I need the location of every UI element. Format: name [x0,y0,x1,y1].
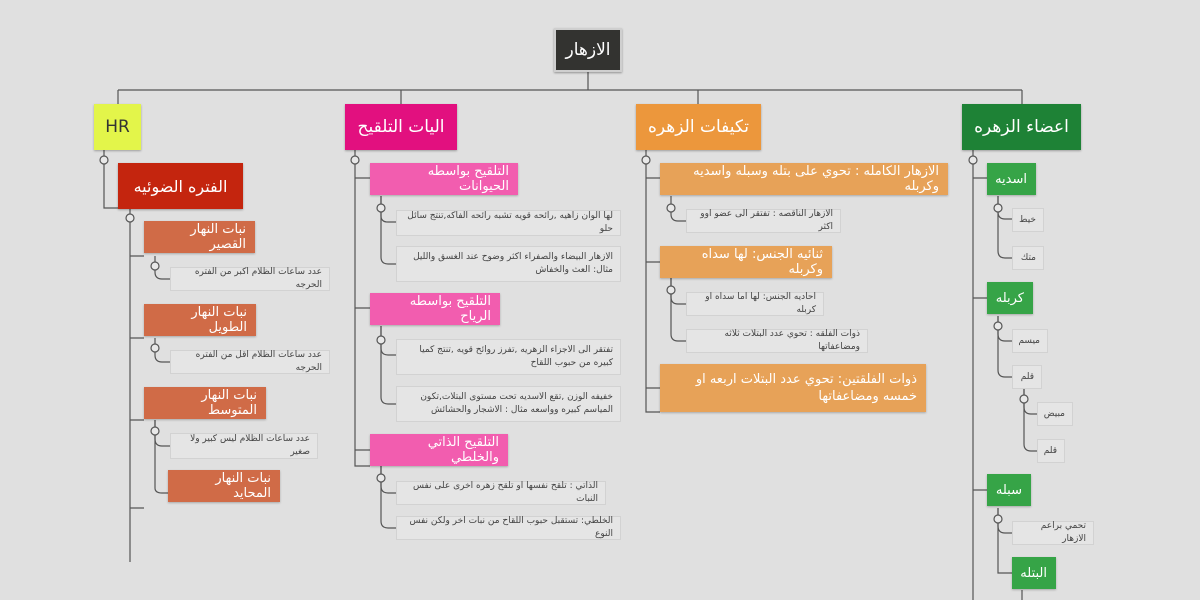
pollination-note-wind-1[interactable]: تفتقر الى الاجزاء الزهريه ,تفرز روائح قويه ,تنتج كميا كبيره من حبوب اللقاح [396,339,621,375]
organ-item-sepal[interactable]: سبله [987,474,1031,506]
hr-item-day-neutral[interactable]: نبات النهار المحايد [168,470,280,502]
organ-note-stigma[interactable]: ميسم [1012,329,1048,353]
hr-item-short-day[interactable]: نبات النهار القصير [144,221,255,253]
organ-note-anther[interactable]: متك [1012,246,1044,270]
adaptation-item-bisexual[interactable]: ثنائيه الجنس: لها سداه وكربله [660,246,832,278]
adaptation-item-dicot[interactable]: ذوات الفلقتين: تحوي عدد البتلات اربعه او خمسه ومضاعفاتها [660,364,926,412]
hr-note-intermediate-day[interactable]: عدد ساعات الظلام ليس كبير ولا صغير [170,433,318,459]
pollination-item-animals[interactable]: التلقيح بواسطه الحيوانات [370,163,518,195]
pollination-note-cross[interactable]: الخلطي: تستقبل حبوب اللقاح من نبات اخر ولكن نفس النوع [396,516,621,540]
topic-photoperiod[interactable]: الفتره الضوئيه [118,163,243,209]
hr-item-long-day[interactable]: نبات النهار الطويل [144,304,256,336]
organ-note-protect-buds[interactable]: تحمي براعم الازهار [1012,521,1094,545]
organ-note-filament[interactable]: خيط [1012,208,1044,232]
hr-note-short-day[interactable]: عدد ساعات الظلام اكبر من الفتره الحرجه [170,267,330,291]
root-topic[interactable]: الازهار [554,28,622,72]
organ-note-style[interactable]: قلم [1037,439,1065,463]
organ-note-ovary[interactable]: مبيض [1037,402,1073,426]
pollination-note-animals-1[interactable]: لها الوان زاهيه ,رائحه قويه تشبه رائحه الفاكه,تنتج سائل حلو [396,210,621,236]
topic-pollination[interactable]: اليات التلقيح [345,104,457,150]
organ-item-stamens[interactable]: اسديه [987,163,1036,195]
adaptation-note-monocot[interactable]: ذوات الفلقه : تحوي عدد البتلات ثلاثه ومضاعفاتها [686,329,868,353]
pollination-note-wind-2[interactable]: خفيفه الوزن ,تقع الاسديه تحت مستوى البتلات,تكون المياسم كبيره وواسعه مثال : الاشجار والحشائش [396,386,621,422]
pollination-note-self[interactable]: الذاتي : تلقح نفسها او تلقح زهره اخرى على نفس النبات [396,481,606,505]
pollination-note-animals-2[interactable]: الازهار البيضاء والصفراء اكثر وضوح عند الغسق والليل مثال: العث والخفاش [396,246,621,282]
pollination-item-self-cross[interactable]: التلقيح الذاتي والخلطي [370,434,508,466]
organ-item-petal[interactable]: البتله [1012,557,1056,589]
adaptation-note-unisexual[interactable]: احاديه الجنس: لها اما سداه او كربله [686,292,824,316]
pollination-item-wind[interactable]: التلقيح بواسطه الرياح [370,293,500,325]
organ-item-carpel[interactable]: كربله [987,282,1033,314]
adaptation-item-complete[interactable]: الازهار الكامله : تحوي على بتله وسبله واسديه وكربله [660,163,948,195]
adaptation-note-incomplete[interactable]: الازهار الناقصه : تفتقر الى عضو اوو اكثر [686,209,841,233]
organ-subtopic-style[interactable]: قلم [1012,365,1042,389]
hr-item-intermediate-day[interactable]: نبات النهار المتوسط [144,387,266,419]
topic-hr[interactable]: HR [94,104,141,150]
topic-adaptations[interactable]: تكيفات الزهره [636,104,761,150]
hr-note-long-day[interactable]: عدد ساعات الظلام اقل من الفتره الحرجه [170,350,330,374]
topic-flower-organs[interactable]: اعضاء الزهره [962,104,1081,150]
